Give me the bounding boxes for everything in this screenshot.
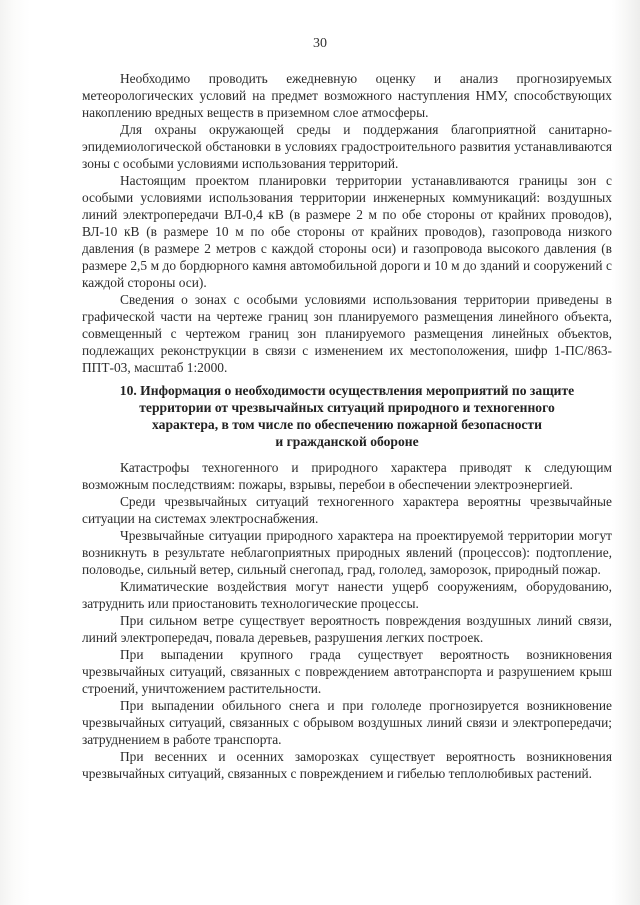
paragraph: Необходимо проводить ежедневную оценку и анализ прогнозируемых метеорологических условий на предмет возможного наступления НМУ, способствующих накоплению вредных веществ в приземном слое атмосферы.: [82, 71, 612, 120]
section-heading-line: территории от чрезвычайных ситуаций природного и техногенного: [139, 400, 555, 415]
page-number: 30: [313, 36, 327, 51]
section-heading-line: и гражданской обороне: [275, 434, 419, 449]
paragraph: Сведения о зонах с особыми условиями использования территории приведены в графической части на чертеже границ зон планируемого размещения линейного объекта, совмещенный с чертежом границ зон планируемого размещения линейных объектов, подлежащих реконструкции в связи с изменением их местоположения, шифр 1-ПС/863-ППТ-03, масштаб 1:2000.: [82, 292, 612, 375]
paragraph: Для охраны окружающей среды и поддержания благоприятной санитарно-эпидемиологической обстановки в условиях градостроительного развития устанавливаются зоны с особыми условиями использования территорий.: [82, 122, 612, 171]
section-heading: [82, 382, 612, 450]
paragraph: При сильном ветре существует вероятность повреждения воздушных линий связи, линий электропередач, повала деревьев, разрушения легких построек.: [82, 613, 612, 645]
paragraph: Среди чрезвычайных ситуаций техногенного характера вероятны чрезвычайные ситуации на системах электроснабжения.: [82, 494, 612, 526]
paragraph: Климатические воздействия могут нанести ущерб сооружениям, оборудованию, затруднить или приостановить технологические процессы.: [82, 579, 612, 611]
document-body: [82, 70, 612, 782]
section-heading-line: 10. Информация о необходимости осуществления мероприятий по защите: [119, 383, 575, 398]
paragraph: Чрезвычайные ситуации природного характера на проектируемой территории могут возникнуть в результате неблагоприятных природных явлений (процессов): подтопление, половодье, сильный ветер, сильный снегопад, град, гололед, заморозок, природный пожар.: [82, 528, 612, 577]
paragraph: Настоящим проектом планировки территории устанавливаются границы зон с особыми условиями использования территории инженерных коммуникаций: воздушных линий электропередачи ВЛ-0,4 кВ (в размере 2 м по обе стороны от крайних проводов), ВЛ-10 кВ (в размере 10 м по обе стороны от крайних проводов), газопровода низкого давления (в размере 2 метров с каждой стороны оси) и газопровода высокого давления (в размере 2,5 м до бордюрного камня автомобильной дороги и 10 м до зданий и сооружений с каждой стороны оси).: [82, 173, 612, 290]
paragraph: При весенних и осенних заморозках существует вероятность возникновения чрезвычайных ситуаций, связанных с повреждением и гибелью теплолюбивых растений.: [82, 749, 612, 781]
paragraph: При выпадении обильного снега и при гололеде прогнозируется возникновение чрезвычайных ситуаций, связанных с обрывом воздушных линий связи и электропередачи; затруднением в работе транспорта.: [82, 698, 612, 747]
section-heading-line: характера, в том числе по обеспечению пожарной безопасности: [152, 417, 542, 432]
paragraph: Катастрофы техногенного и природного характера приводят к следующим возможным последствиям: пожары, взрывы, перебои в обеспечении электроэнергией.: [82, 460, 612, 492]
paragraph: При выпадении крупного града существует вероятность возникновения чрезвычайных ситуаций, связанных с повреждением автотранспорта и разрушением крыш строений, уничтожением растительности.: [82, 647, 612, 696]
